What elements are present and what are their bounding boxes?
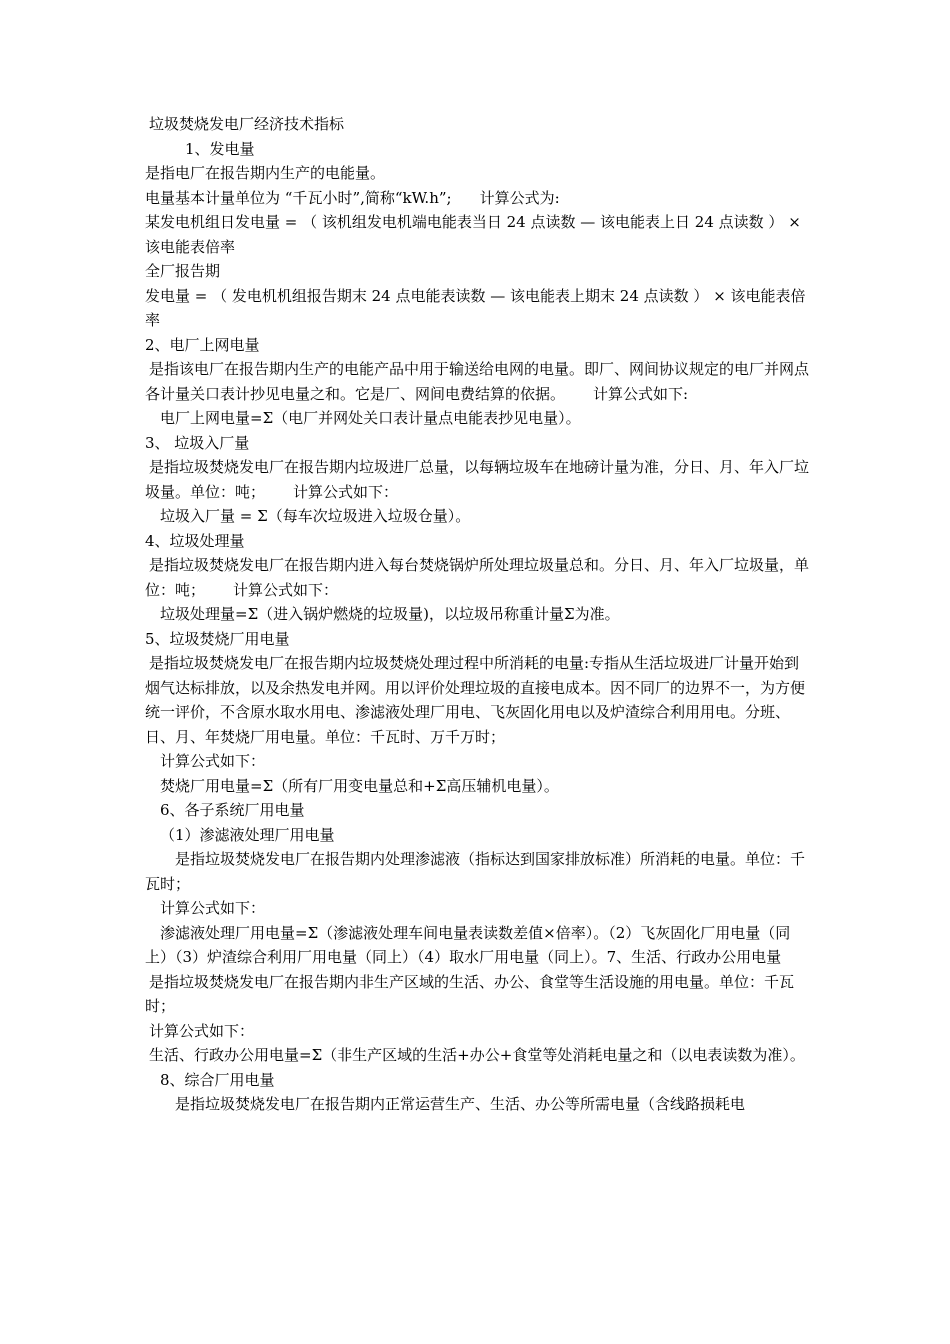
section-2-definition: [145, 357, 810, 406]
section-2-definition-text: 是指该电厂在报告期内生产的电能产品中用于输送给电网的电量。即厂、网间协议规定的电厂并网点各计量关口表计抄见电量之和。它是厂、网间电费结算的依据。: [145, 360, 810, 403]
section-1-formula-label: 计算公式为:: [479, 188, 560, 207]
section-2-formula-label: 计算公式如下:: [593, 384, 689, 403]
section-3-formula: 垃圾入厂量 = Σ（每车次垃圾进入垃圾仓量）。: [160, 507, 471, 525]
section-3-heading: 3、 垃圾入厂量: [145, 433, 250, 452]
section-7-definition: 是指垃圾焚烧发电厂在报告期内非生产区域的生活、办公、食堂等生活设施的用电量。单位：千瓦时；: [145, 972, 795, 1015]
section-5-formula: 焚烧厂用电量=Σ（所有厂用变电量总和+Σ高压辅机电量）。: [160, 776, 559, 795]
section-5-formula-label: 计算公式如下：: [160, 752, 266, 770]
section-6-formula-label: 计算公式如下：: [160, 899, 266, 917]
section-2-heading: 2、电厂上网电量: [145, 335, 260, 354]
section-3-definition: [145, 455, 810, 504]
section-4-heading: 4、垃圾处理量: [145, 531, 245, 550]
section-1-heading: 1、发电量: [185, 139, 255, 158]
section-4-definition-text: 是指垃圾焚烧发电厂在报告期内进入每台焚烧锅炉所处理垃圾量总和。分日、月、年入厂垃圾量，单位：吨；: [145, 556, 810, 599]
section-6-definition: 是指垃圾焚烧发电厂在报告期内处理渗滤液（指标达到国家排放标准）所消耗的电量。单位：千瓦时；: [145, 850, 806, 893]
section-4-definition: [145, 553, 810, 602]
document-title: 垃圾焚烧发电厂经济技术指标: [149, 115, 345, 133]
section-7-formula: 生活、行政办公用电量=Σ（非生产区域的生活+办公+食堂等处消耗电量之和（以电表读数为准）。: [149, 1046, 805, 1064]
section-4-formula-label: 计算公式如下：: [233, 580, 339, 599]
section-1-unit: [145, 186, 810, 211]
section-3-formula-label: 计算公式如下：: [293, 482, 399, 501]
section-8-definition: 是指垃圾焚烧发电厂在报告期内正常运营生产、生活、办公等所需电量（含线路损耗电: [175, 1095, 746, 1113]
section-6-formula: 渗滤液处理厂用电量=Σ（渗滤液处理车间电量表读数差值×倍率）。（2）飞灰固化厂用电量（同上）（3）炉渣综合利用厂用电量（同上）（4）取水厂用电量（同上）。7、生活、行政办公用电量: [145, 923, 791, 966]
section-1-unit-text: 电量基本计量单位为 “千瓦小时”,简称“kW.h”;: [145, 188, 452, 207]
section-5-heading: 5、垃圾焚烧厂用电量: [145, 629, 290, 648]
section-2-formula: 电厂上网电量=Σ（电厂并网处关口表计量点电能表抄见电量）。: [160, 409, 581, 427]
section-6-sub-1: （1）渗滤液处理厂用电量: [160, 825, 335, 844]
section-3-definition-text: 是指垃圾焚烧发电厂在报告期内垃圾进厂总量，以每辆垃圾车在地磅计量为准，分日、月、年入厂垃圾量。单位：吨；: [145, 458, 810, 501]
section-8-heading: 8、综合厂用电量: [160, 1070, 275, 1089]
document-page: [145, 112, 810, 1117]
section-5-definition: 是指垃圾焚烧发电厂在报告期内垃圾焚烧处理过程中所消耗的电量:专指从生活垃圾进厂计量开始到烟气达标排放，以及余热发电并网。用以评价处理垃圾的直接电成本。因不同厂的边界不一，为方便统一评价，不含原水取水用电、渗滤液处理厂用电、飞灰固化用电以及炉渣综合利用用电。分班、日、月、年焚烧厂用电量。单位：千瓦时、万千万时；: [145, 654, 806, 746]
section-1-plant-period: 全厂报告期: [145, 262, 221, 280]
section-4-formula: 垃圾处理量=Σ（进入锅炉燃烧的垃圾量)，以垃圾吊称重计量Σ为准。: [160, 605, 620, 623]
section-7-formula-label: 计算公式如下：: [149, 1021, 255, 1040]
section-1-definition: 是指电厂在报告期内生产的电能量。: [145, 164, 386, 182]
section-1-plant-formula: 发电量 = （ 发电机机组报告期末 24 点电能表读数 — 该电能表上期末 24 点读数 ） × 该电能表倍率: [145, 286, 806, 329]
section-1-unit-formula: 某发电机组日发电量 = （ 该机组发电机端电能表当日 24 点读数 — 该电能表上日 24 点读数 ） × 该电能表倍率: [145, 213, 801, 256]
section-6-heading: 6、各子系统厂用电量: [160, 801, 305, 819]
